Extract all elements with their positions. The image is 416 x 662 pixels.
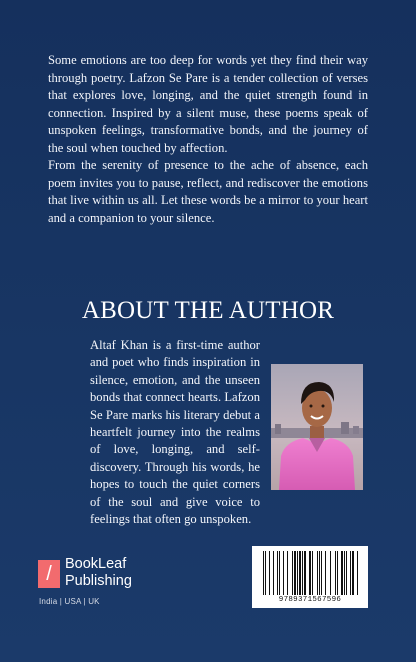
author-portrait-image: [271, 364, 363, 490]
publisher-name-line-2: Publishing: [65, 573, 132, 589]
barcode-bar: [302, 551, 303, 595]
barcode-bar: [297, 551, 298, 595]
blurb-paragraph-1: Some emotions are too deep for words yet they find their way through poetry. Lafzon Se Pare is a tender collection of verses that explores love, longing, and the quiet strength found in connection. Inspired by a silent muse, these poems speak of unspoken feelings, transformative bonds, and the journey of the soul when touched by affection.: [48, 53, 368, 155]
author-photo: [271, 364, 363, 490]
blurb-paragraph-2: From the serenity of presence to the ache of absence, each poem invites you to pause, reflect, and rediscover the emotions that live within us all. Let these words be a mirror to your heart and a companion to your silence.: [48, 158, 368, 225]
barcode-bar: [312, 551, 313, 595]
book-blurb: [48, 52, 368, 227]
barcode-bar: [335, 551, 336, 595]
barcode-bar: [269, 551, 270, 595]
barcode-bar: [317, 551, 318, 595]
barcode-bar: [287, 551, 288, 595]
isbn-barcode: [252, 546, 368, 608]
publisher-regions: India | USA | UK: [39, 597, 100, 606]
barcode-bar: [277, 551, 278, 595]
barcode-bar: [337, 551, 338, 595]
publisher-block: [38, 556, 168, 608]
isbn-number: 9789371567596: [278, 596, 342, 604]
publisher-name-line-1: BookLeaf: [65, 556, 127, 572]
publisher-logo: [38, 560, 60, 588]
barcode-bar: [292, 551, 293, 595]
barcode-bar: [263, 551, 264, 595]
barcode-bars: [258, 551, 362, 595]
barcode-bar: [319, 551, 320, 595]
barcode-bar: [294, 551, 296, 595]
barcode-bar: [344, 551, 345, 595]
publisher-name: [65, 556, 175, 590]
barcode-bar: [273, 551, 274, 595]
barcode-bar: [350, 551, 351, 595]
about-author-heading: ABOUT THE AUTHOR: [81, 297, 335, 324]
barcode-bar: [279, 551, 280, 595]
author-bio: Altaf Khan is a first-time author and poet who finds inspiration in silence, emotion, and the unseen bonds that connect hearts. Lafzon Se Pare marks his literary debut a heartfelt journey into the realms of love, longing, and self-discovery. Through his words, he hopes to touch the quiet corners of the soul and give voice to feelings that often go unspoken.: [90, 338, 260, 527]
barcode-bar: [341, 551, 343, 595]
barcode-bar: [304, 551, 306, 595]
barcode-bar: [357, 551, 358, 595]
barcode-bar: [265, 551, 266, 595]
barcode-bar: [346, 551, 347, 595]
barcode-bar: [299, 551, 301, 595]
barcode-bar: [283, 551, 284, 595]
barcode-bar: [321, 551, 322, 595]
publisher-logo-mark: /: [46, 563, 52, 585]
barcode-bar: [330, 551, 331, 595]
barcode-bar: [309, 551, 311, 595]
barcode-bar: [352, 551, 354, 595]
barcode-bar: [325, 551, 326, 595]
